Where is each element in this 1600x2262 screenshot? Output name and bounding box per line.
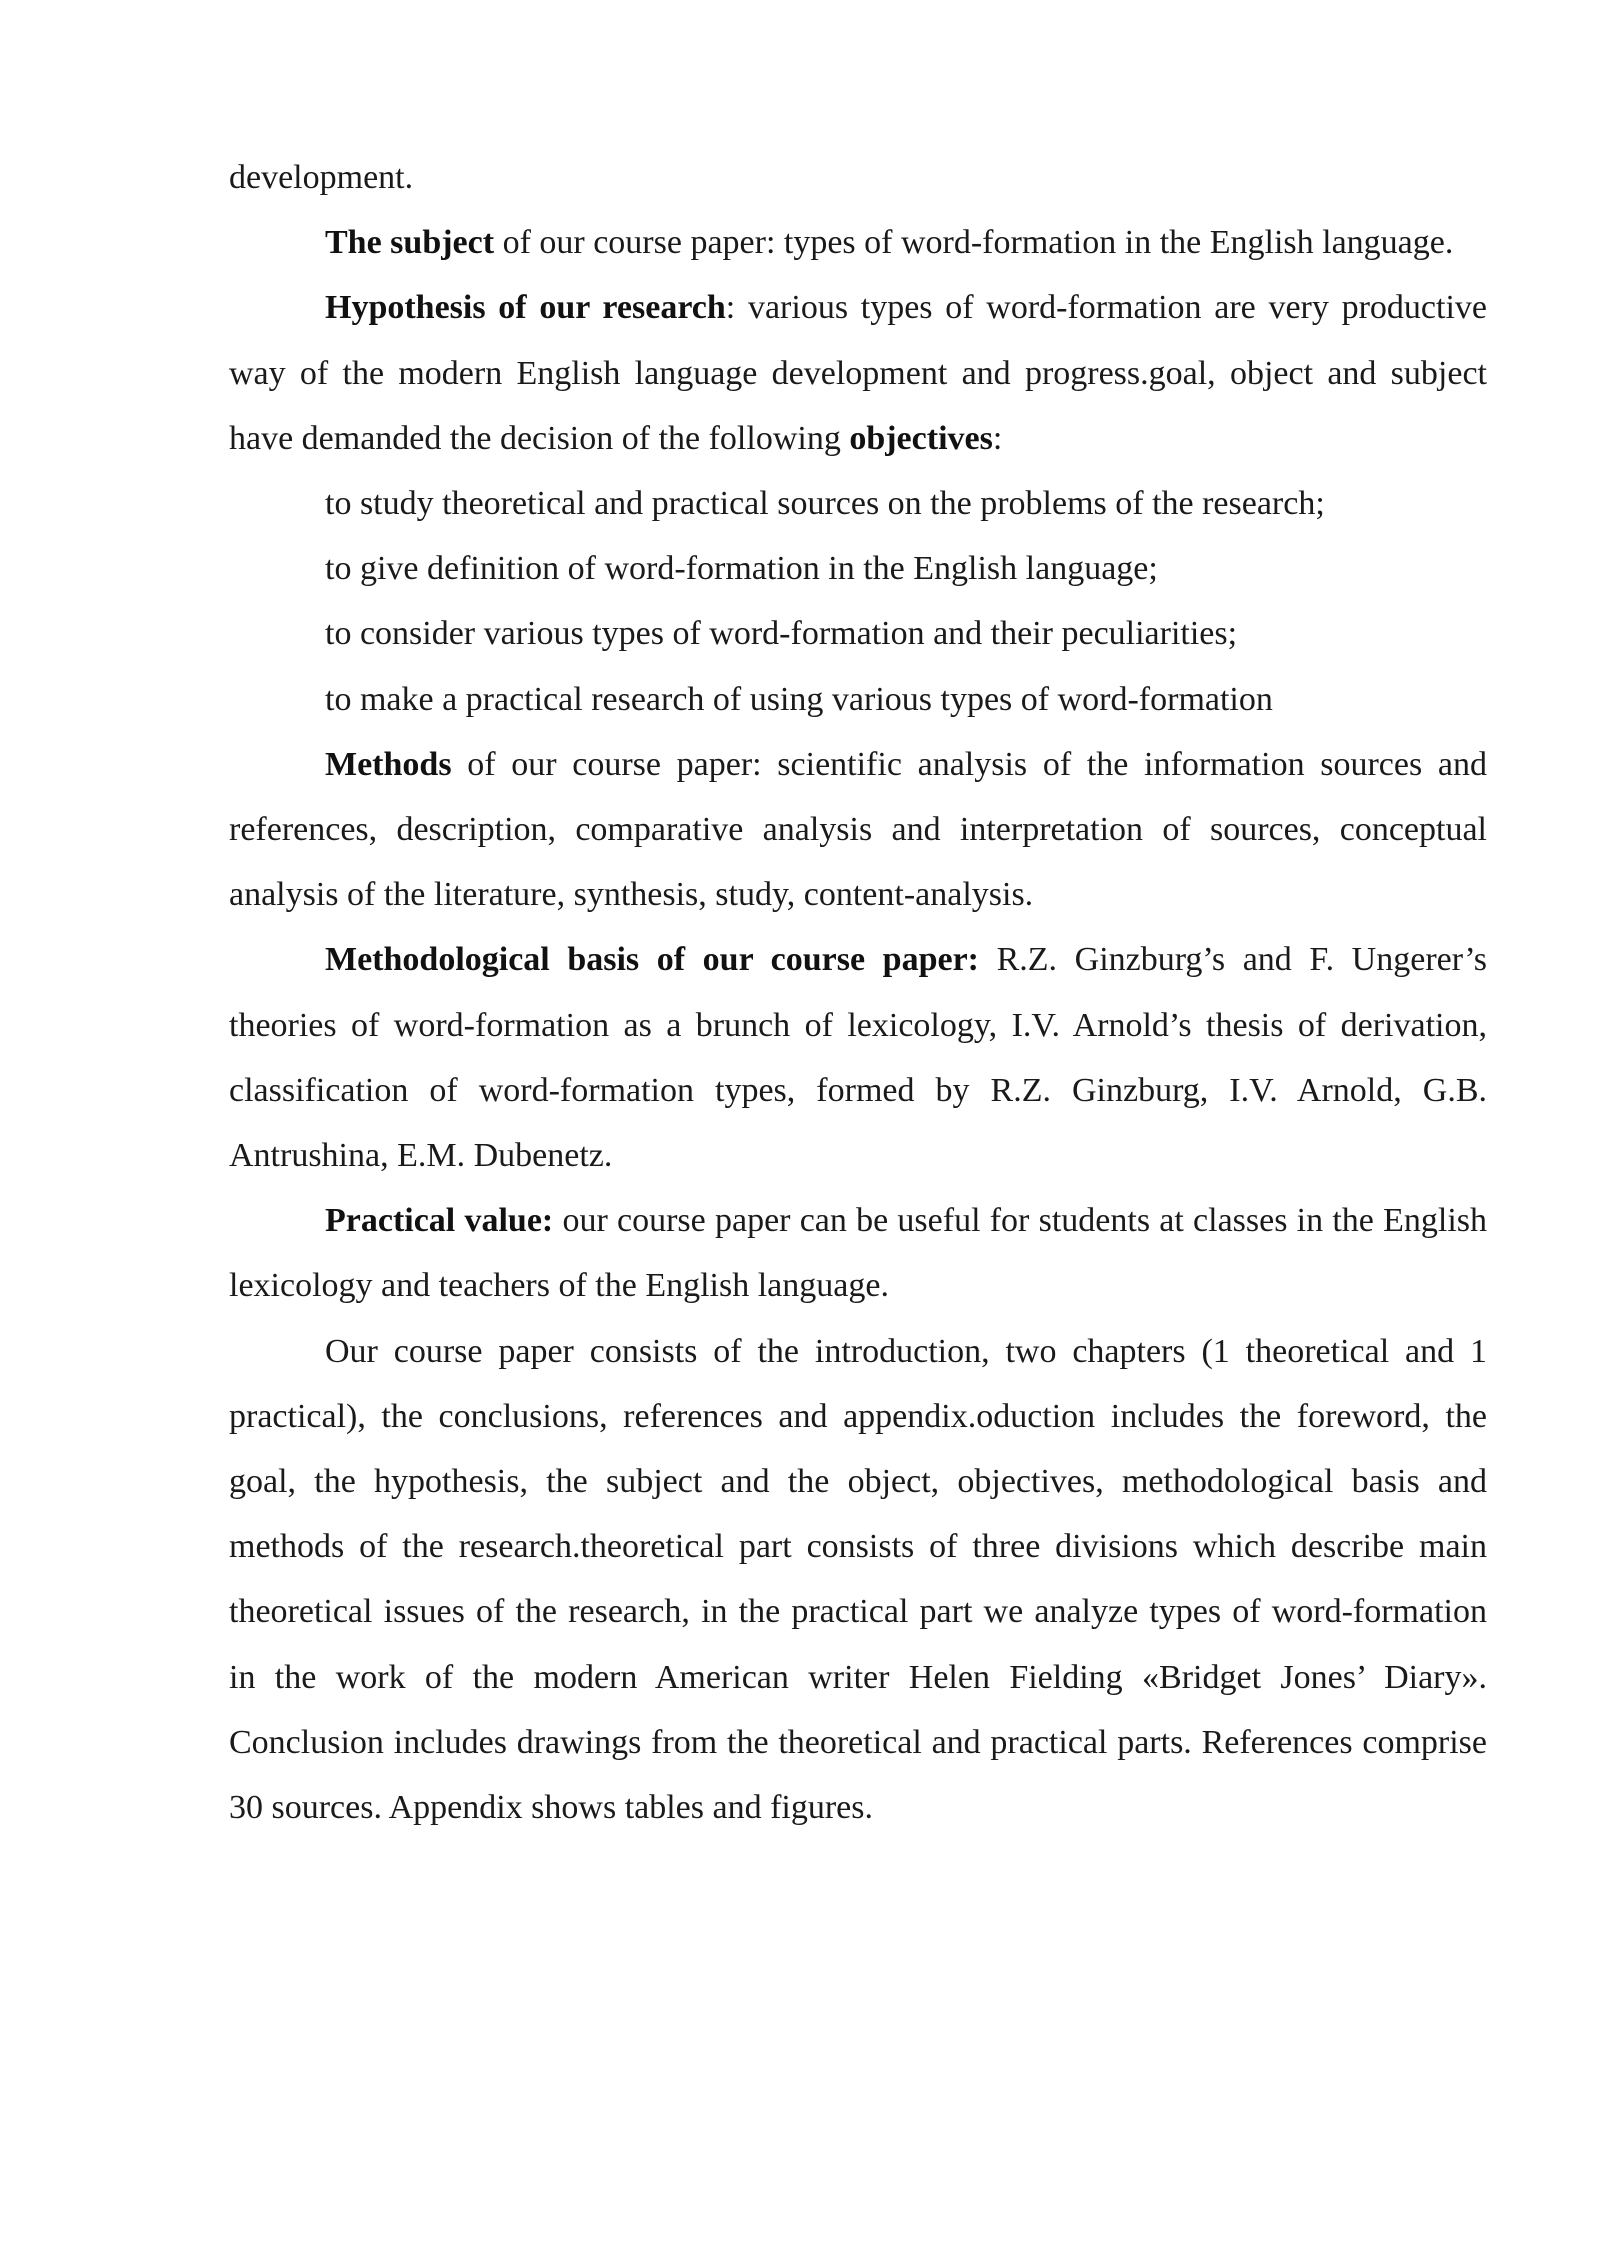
practical-value-label: Practical value: xyxy=(325,1202,554,1240)
methods-paragraph xyxy=(229,732,1487,928)
subject-label: The subject xyxy=(325,224,495,262)
objective-text: to make a practical research of using various types of word-formation xyxy=(325,680,1273,718)
objective-item xyxy=(229,667,1487,732)
subject-text: of our course paper: types of word-formation in the English language. xyxy=(494,224,1454,262)
objective-item xyxy=(229,536,1487,601)
hypothesis-paragraph xyxy=(229,275,1487,471)
objective-text: to give definition of word-formation in the English language; xyxy=(325,550,1158,588)
intro-tail-paragraph xyxy=(229,145,1487,210)
structure-paragraph xyxy=(229,1319,1487,1841)
objective-item xyxy=(229,471,1487,536)
methods-text: of our course paper: scientific analysis of the information sources and references, description, comparative analysis and interpretation of sources, conceptual analysis of the literature, synthesis, study, content-analysis. xyxy=(229,745,1487,914)
subject-paragraph xyxy=(229,210,1487,275)
methodological-basis-paragraph xyxy=(229,927,1487,1188)
objective-item xyxy=(229,601,1487,666)
methodological-basis-label: Methodological basis of our course paper: xyxy=(325,941,979,979)
hypothesis-label: Hypothesis of our research xyxy=(325,289,726,327)
practical-value-paragraph xyxy=(229,1188,1487,1318)
intro-tail-text: development. xyxy=(229,159,414,196)
document-page xyxy=(229,145,1487,1840)
methods-label: Methods xyxy=(325,745,452,783)
objective-text: to study theoretical and practical sources on the problems of the research; xyxy=(325,485,1325,523)
objective-text: to consider various types of word-formation and their peculiarities; xyxy=(325,615,1238,653)
methodological-basis-text: R.Z. Ginzburg’s and F. Ungerer’s theories of word-formation as a brunch of lexicology, I.V. Arnold’s thesis of derivation, classification of word-formation types, formed by R.Z. Ginzburg, I.V. Arnold, G.B. Antrushina, E.M. Dubenetz. xyxy=(229,941,1487,1175)
hypothesis-text: : various types of word-formation are very productive way of the modern English language development and progress.goal, object and subject have demanded the decision of the following xyxy=(229,289,1487,457)
objectives-label: objectives xyxy=(849,419,993,457)
hypothesis-tail: : xyxy=(992,419,1003,457)
structure-text: Our course paper consists of the introduction, two chapters (1 theoretical and 1 practical), the conclusions, references and appendix.oduction includes the foreword, the goal, the hypothesis, the subject and the object, objectives, methodological basis and methods of the research.theoretical part consists of three divisions which describe main theoretical issues of the research, in the practical part we analyze types of word-formation in the work of the modern American writer Helen Fielding «Bridget Jones’ Diary». Conclusion includes drawings from the theoretical and practical parts. References comprise 30 sources. Appendix shows tables and figures. xyxy=(229,1332,1487,1827)
practical-value-text: our course paper can be useful for students at classes in the English lexicology and teachers of the English language. xyxy=(229,1202,1487,1305)
